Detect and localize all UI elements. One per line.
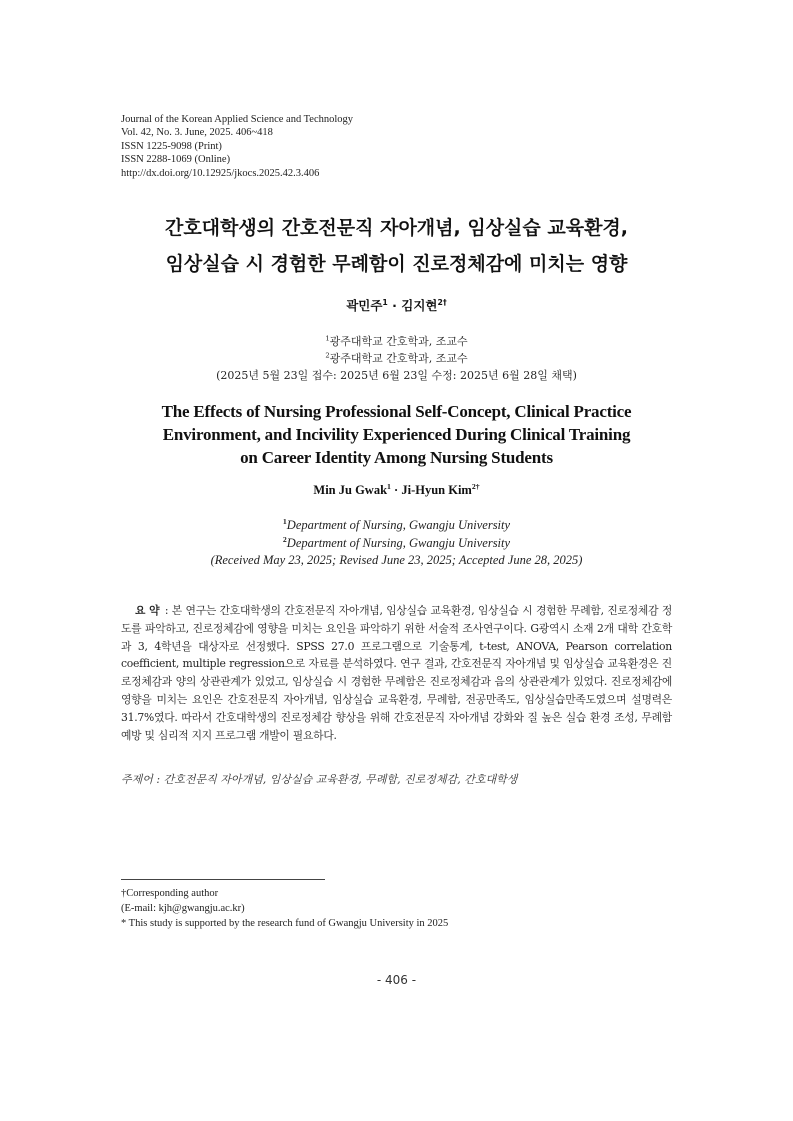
english-author-1-mark: 1 bbox=[387, 481, 391, 491]
english-title-line-2: Environment, and Incivility Experienced During Clinical Training bbox=[162, 425, 631, 444]
abstract bbox=[121, 602, 672, 744]
issn-online: ISSN 2288-1069 (Online) bbox=[121, 154, 231, 166]
corresponding-author: †Corresponding author bbox=[121, 888, 219, 899]
page-number: - 406 - bbox=[376, 973, 417, 987]
korean-author-1-mark: 1 bbox=[382, 297, 388, 307]
english-affiliation-1-mark: 1 bbox=[282, 516, 287, 526]
corresponding-email: (E-mail: kjh@gwangju.ac.kr) bbox=[121, 903, 245, 914]
abstract-text: : 본 연구는 간호대학생의 간호전문직 자아개념, 임상실습 교육환경, 임상실습 시 경험한 무례함, 진로정체감 정도를 파악하고, 진로정체감에 영향을 미치는 요인을 파악하기 위한 서술적 조사연구이다. G광역시 소재 2개 대학 간호학과 3, 4학년을 대상자로 선정했다. SPSS 27.0 프로그램으로 기술통계, t-test, ANOVA, Pearson correlation coefficient, multiple regression으로 자료를 분석하였다. 연구 결과, 간호전문직 자아개념 및 임상실습 교육환경은 진로정체감과 양의 상관관계가 있었고, 임상실습 시 경험한 무례함은 진로정체감과 음의 상관관계가 있었다. 진로정체감에 영향을 미치는 요인은 간호전문직 자아개념, 임상실습 교육환경, 무례함, 전공만족도, 임상실습만족도였으며 설명력은 31.7%였다. 따라서 간호대학생의 진로정체감 향상을 위해 간호전문직 자아개념 강화와 질 높은 실습 환경 조성, 무례함 예방 및 심리적 지지 프로그램 개발이 필요하다. bbox=[121, 604, 673, 742]
english-affiliation-2-text: Department of Nursing, Gwangju University bbox=[286, 535, 511, 550]
korean-affiliation-2 bbox=[0, 350, 793, 367]
korean-author-1: 곽민주 bbox=[346, 298, 383, 313]
korean-authors bbox=[0, 296, 793, 314]
english-affiliation-1 bbox=[0, 517, 793, 535]
footnote-divider bbox=[121, 879, 325, 880]
funding-note: * This study is supported by the research fund of Gwangju University in 2025 bbox=[121, 918, 449, 929]
korean-affiliation-1 bbox=[0, 333, 793, 350]
doi-link[interactable]: http://dx.doi.org/10.12925/jkocs.2025.42.3.406 bbox=[121, 167, 320, 179]
korean-dates: (2025년 5월 23일 접수: 2025년 6월 23일 수정: 2025년 6월 28일 채택) bbox=[216, 369, 577, 382]
english-affiliation-2-mark: 2 bbox=[282, 534, 287, 544]
english-title-line-3: on Career Identity Among Nursing Students bbox=[240, 448, 553, 467]
english-affiliations bbox=[0, 517, 793, 570]
english-title bbox=[0, 400, 793, 469]
english-author-2-mark: 2† bbox=[471, 481, 480, 491]
korean-affiliation-1-text: 광주대학교 간호학과, 조교수 bbox=[329, 335, 468, 348]
korean-affiliation-2-mark: 2 bbox=[325, 351, 330, 360]
korean-title-line-2: 임상실습 시 경험한 무례함이 진로정체감에 미치는 영향 bbox=[165, 253, 628, 275]
english-author-1: Min Ju Gwak bbox=[313, 483, 388, 497]
footnotes bbox=[121, 886, 448, 931]
english-author-2: Ji-Hyun Kim bbox=[401, 483, 472, 497]
journal-name: Journal of the Korean Applied Science and Technology bbox=[121, 114, 354, 125]
korean-title-line-1: 간호대학생의 간호전문직 자아개념, 임상실습 교육환경, bbox=[164, 217, 629, 239]
english-dates: (Received May 23, 2025; Revised June 23, 2025; Accepted June 28, 2025) bbox=[210, 553, 583, 567]
korean-author-2: 김지현 bbox=[401, 298, 438, 313]
issn-print: ISSN 1225-9098 (Print) bbox=[121, 140, 222, 152]
journal-volume: Vol. 42, No. 3. June, 2025. 406~418 bbox=[121, 127, 273, 139]
korean-title bbox=[0, 210, 793, 282]
english-title-line-1: The Effects of Nursing Professional Self-Concept, Clinical Practice bbox=[161, 402, 632, 421]
abstract-label: 요 약 bbox=[135, 604, 160, 617]
korean-author-2-mark: 2† bbox=[437, 297, 447, 307]
korean-affiliation-1-mark: 1 bbox=[325, 334, 330, 343]
journal-info bbox=[121, 113, 353, 180]
korean-affiliations bbox=[0, 333, 793, 384]
author-separator: · bbox=[387, 298, 402, 313]
author-separator: · bbox=[390, 483, 402, 497]
english-affiliation-2 bbox=[0, 535, 793, 553]
english-authors bbox=[0, 483, 793, 498]
keywords: 주제어 : 간호전문직 자아개념, 임상실습 교육환경, 무례함, 진로정체감, 간호대학생 bbox=[121, 773, 518, 786]
english-affiliation-1-text: Department of Nursing, Gwangju University bbox=[286, 518, 511, 532]
korean-affiliation-2-text: 광주대학교 간호학과, 조교수 bbox=[329, 352, 468, 365]
